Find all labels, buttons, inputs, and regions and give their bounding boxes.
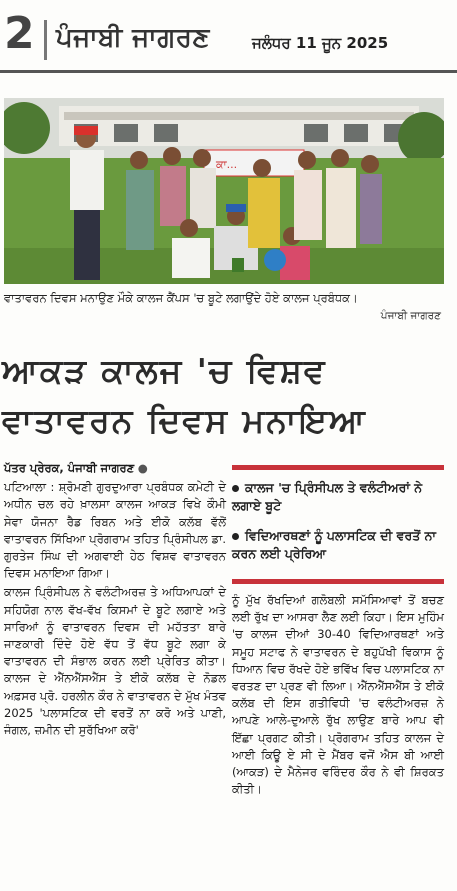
- photo-credit: ਪੰਜਾਬੀ ਜਾਗਰਣ: [380, 310, 441, 322]
- masthead: [0, 0, 457, 72]
- bullet-icon: [232, 485, 239, 492]
- highlights-box: [232, 465, 444, 585]
- highlight-item: ਵਿਦਿਆਰਥਣਾਂ ਨੂੰ ਪਲਾਸਟਿਕ ਦੀ ਵਰਤੋਂ ਨਾ ਕਰਨ ਲਈ ਪ੍ਰੇਰਿਆ: [232, 528, 436, 561]
- article-paragraph: ਨੂੰ ਮੁੱਖ ਰੱਖਦਿਆਂ ਗਲੋਬਲੀ ਸਮੱਸਿਆਵਾਂ ਤੋਂ ਬਚਣ ਲਈ ਰੁੱਖ ਦਾ ਆਸਰਾ ਲੈਣ ਲਈ ਕਿਹਾ। ਇਸ ਮੁਹਿੰਮ 'ਚ ਕਾਲਜ ਦੀਆਂ 30-40 ਵਿਦਿਆਰਥਣਾਂ ਅਤੇ ਸਮੂਹ ਸਟਾਫ ਨੇ ਵਾਤਾਵਰਨ ਦੇ ਬਹੁਪੱਖੀ ਵਿਕਾਸ ਨੂੰ ਧਿਆਨ ਵਿਚ ਰੱਖਦੇ ਹੋਏ ਭਵਿੱਖ ਵਿਚ ਪਲਾਸਟਿਕ ਨਾ ਵਰਤਣ ਦਾ ਪ੍ਰਣ ਵੀ ਲਿਆ। ਐੱਨਐੱਸਐੱਸ ਤੇ ਈਕੋ ਕਲੱਬ ਦੀ ਇਸ ਗਤੀਵਿਧੀ 'ਚ ਵਲੰਟੀਅਰਜ਼ ਨੇ ਆਪਣੇ ਆਲੇ-ਦੁਆਲੇ ਰੁੱਖ ਲਾਉਣ ਬਾਰੇ ਆਪ ਵੀ ਇੱਛਾ ਪ੍ਰਗਟ ਕੀਤੀ। ਪ੍ਰੋਗਰਾਮ ਤਹਿਤ ਕਾਲਜ ਦੇ ਆਈ ਕਿਊ ਏ ਸੀ ਦੇ ਮੈਂਬਰ ਵਜੋਂ ਐਸ ਬੀ ਆਈ (ਆਕੜ) ਦੇ ਮੈਨੇਜਰ ਵਰਿੰਦਰ ਕੌਰ ਨੇ ਵੀ ਸ਼ਿਰਕਤ ਕੀਤੀ।: [232, 593, 444, 797]
- bullet-icon: [232, 533, 239, 540]
- article-paragraph: ਕਾਲਜ ਪ੍ਰਿੰਸੀਪਲ ਨੇ ਵਲੰਟੀਅਰਜ਼ ਤੇ ਅਧਿਆਪਕਾਂ ਦੇ ਸਹਿਯੋਗ ਨਾਲ ਵੱਖ-ਵੱਖ ਕਿਸਮਾਂ ਦੇ ਬੂਟੇ ਲਗਾਏ ਅਤੇ ਸਾਰਿਆਂ ਨੂੰ ਵਾਤਾਵਰਨ ਦਿਵਸ ਦੀ ਮਹੱਤਤਾ ਬਾਰੇ ਜਾਣਕਾਰੀ ਦਿੰਦੇ ਹੋਏ ਵੱਧ ਤੋਂ ਵੱਧ ਬੂਟੇ ਲਗਾ ਕੇ ਵਾਤਾਵਰਨ ਦੀ ਸੰਭਾਲ ਕਰਨ ਲਈ ਪ੍ਰੇਰਿਤ ਕੀਤਾ। ਕਾਲਜ ਦੇ ਐੱਨਐੱਸਐੱਸ ਤੇ ਈਕੋ ਕਲੱਬ ਦੇ ਨੋਡਲ ਅਫ਼ਸਰ ਪ੍ਰੋ. ਹਰਲੀਨ ਕੌਰ ਨੇ ਵਾਤਾਵਰਨ ਦੇ ਮੁੱਖ ਮੰਤਵ 2025 'ਪਲਾਸਟਿਕ ਦੀ ਵਰਤੋਂ ਨਾ ਕਰੋ ਅਤੇ ਪਾਣੀ, ਜੰਗਲ, ਜ਼ਮੀਨ ਦੀ ਸੁਰੱਖਿਆ ਕਰੋ': [4, 585, 226, 738]
- highlights-bottom-rule: [232, 579, 444, 584]
- news-photo: [4, 98, 444, 284]
- headline-line-1: ਆਕੜ ਕਾਲਜ 'ਚ ਵਿਸ਼ਵ: [2, 351, 327, 390]
- article-paragraph: ਪਟਿਆਲਾ : ਸ਼੍ਰੋਮਣੀ ਗੁਰਦੁਆਰਾ ਪ੍ਰਬੰਧਕ ਕਮੇਟੀ ਦੇ ਅਧੀਨ ਚਲ ਰਹੇ ਖ਼ਾਲਸਾ ਕਾਲਜ ਆਕੜ ਵਿਖੇ ਕੌਮੀ ਸੇਵਾ ਯੋਜਨਾ ਰੈਡ ਰਿਬਨ ਅਤੇ ਈਕੋ ਕਲੱਬ ਵੱਲੋਂ ਵਾਤਾਵਰਨ ਸਿੱਖਿਆ ਪ੍ਰੋਗਰਾਮ ਤਹਿਤ ਪ੍ਰਿੰਸੀਪਲ ਡਾ. ਗੁਰਤੇਜ ਸਿੰਘ ਦੀ ਅਗਵਾਈ ਹੇਠ ਵਿਸ਼ਵ ਵਾਤਾਵਰਨ ਦਿਵਸ ਮਨਾਇਆ ਗਿਆ।: [4, 480, 226, 581]
- banner-text: ਕਾ...: [216, 158, 238, 171]
- photo-illustration: [4, 98, 444, 284]
- photo-caption: ਵਾਤਾਵਰਨ ਦਿਵਸ ਮਨਾਉਣ ਮੌਕੇ ਕਾਲਜ ਕੈਂਪਸ 'ਚ ਬੂਟੇ ਲਗਾਉਂਦੇ ਹੋਏ ਕਾਲਜ ਪ੍ਰਬੰਧਕ।: [4, 291, 358, 305]
- page-number: 2: [4, 8, 35, 59]
- masthead-divider: [44, 20, 47, 60]
- headline-line-2: ਵਾਤਾਵਰਨ ਦਿਵਸ ਮਨਾਇਆ: [2, 401, 367, 440]
- newspaper-name: ਪੰਜਾਬੀ ਜਾਗਰਣ: [56, 23, 210, 53]
- byline-bullet: ●: [137, 461, 148, 475]
- highlights-top-rule: [232, 465, 444, 470]
- highlight-item: ਕਾਲਜ 'ਚ ਪ੍ਰਿੰਸੀਪਲ ਤੇ ਵਲੰਟੀਅਰਾਂ ਨੇ ਲਗਾਏ ਬੂਟੇ: [232, 480, 423, 513]
- byline: ਪੱਤਰ ਪ੍ਰੇਰਕ, ਪੰਜਾਬੀ ਜਾਗਰਣ: [4, 461, 135, 475]
- article-column-right: [232, 592, 444, 798]
- article-column-left: [4, 460, 226, 741]
- masthead-rule: [0, 70, 457, 73]
- headline: [2, 346, 454, 446]
- dateline: ਜਲੰਧਰ 11 ਜੂਨ 2025: [252, 34, 389, 52]
